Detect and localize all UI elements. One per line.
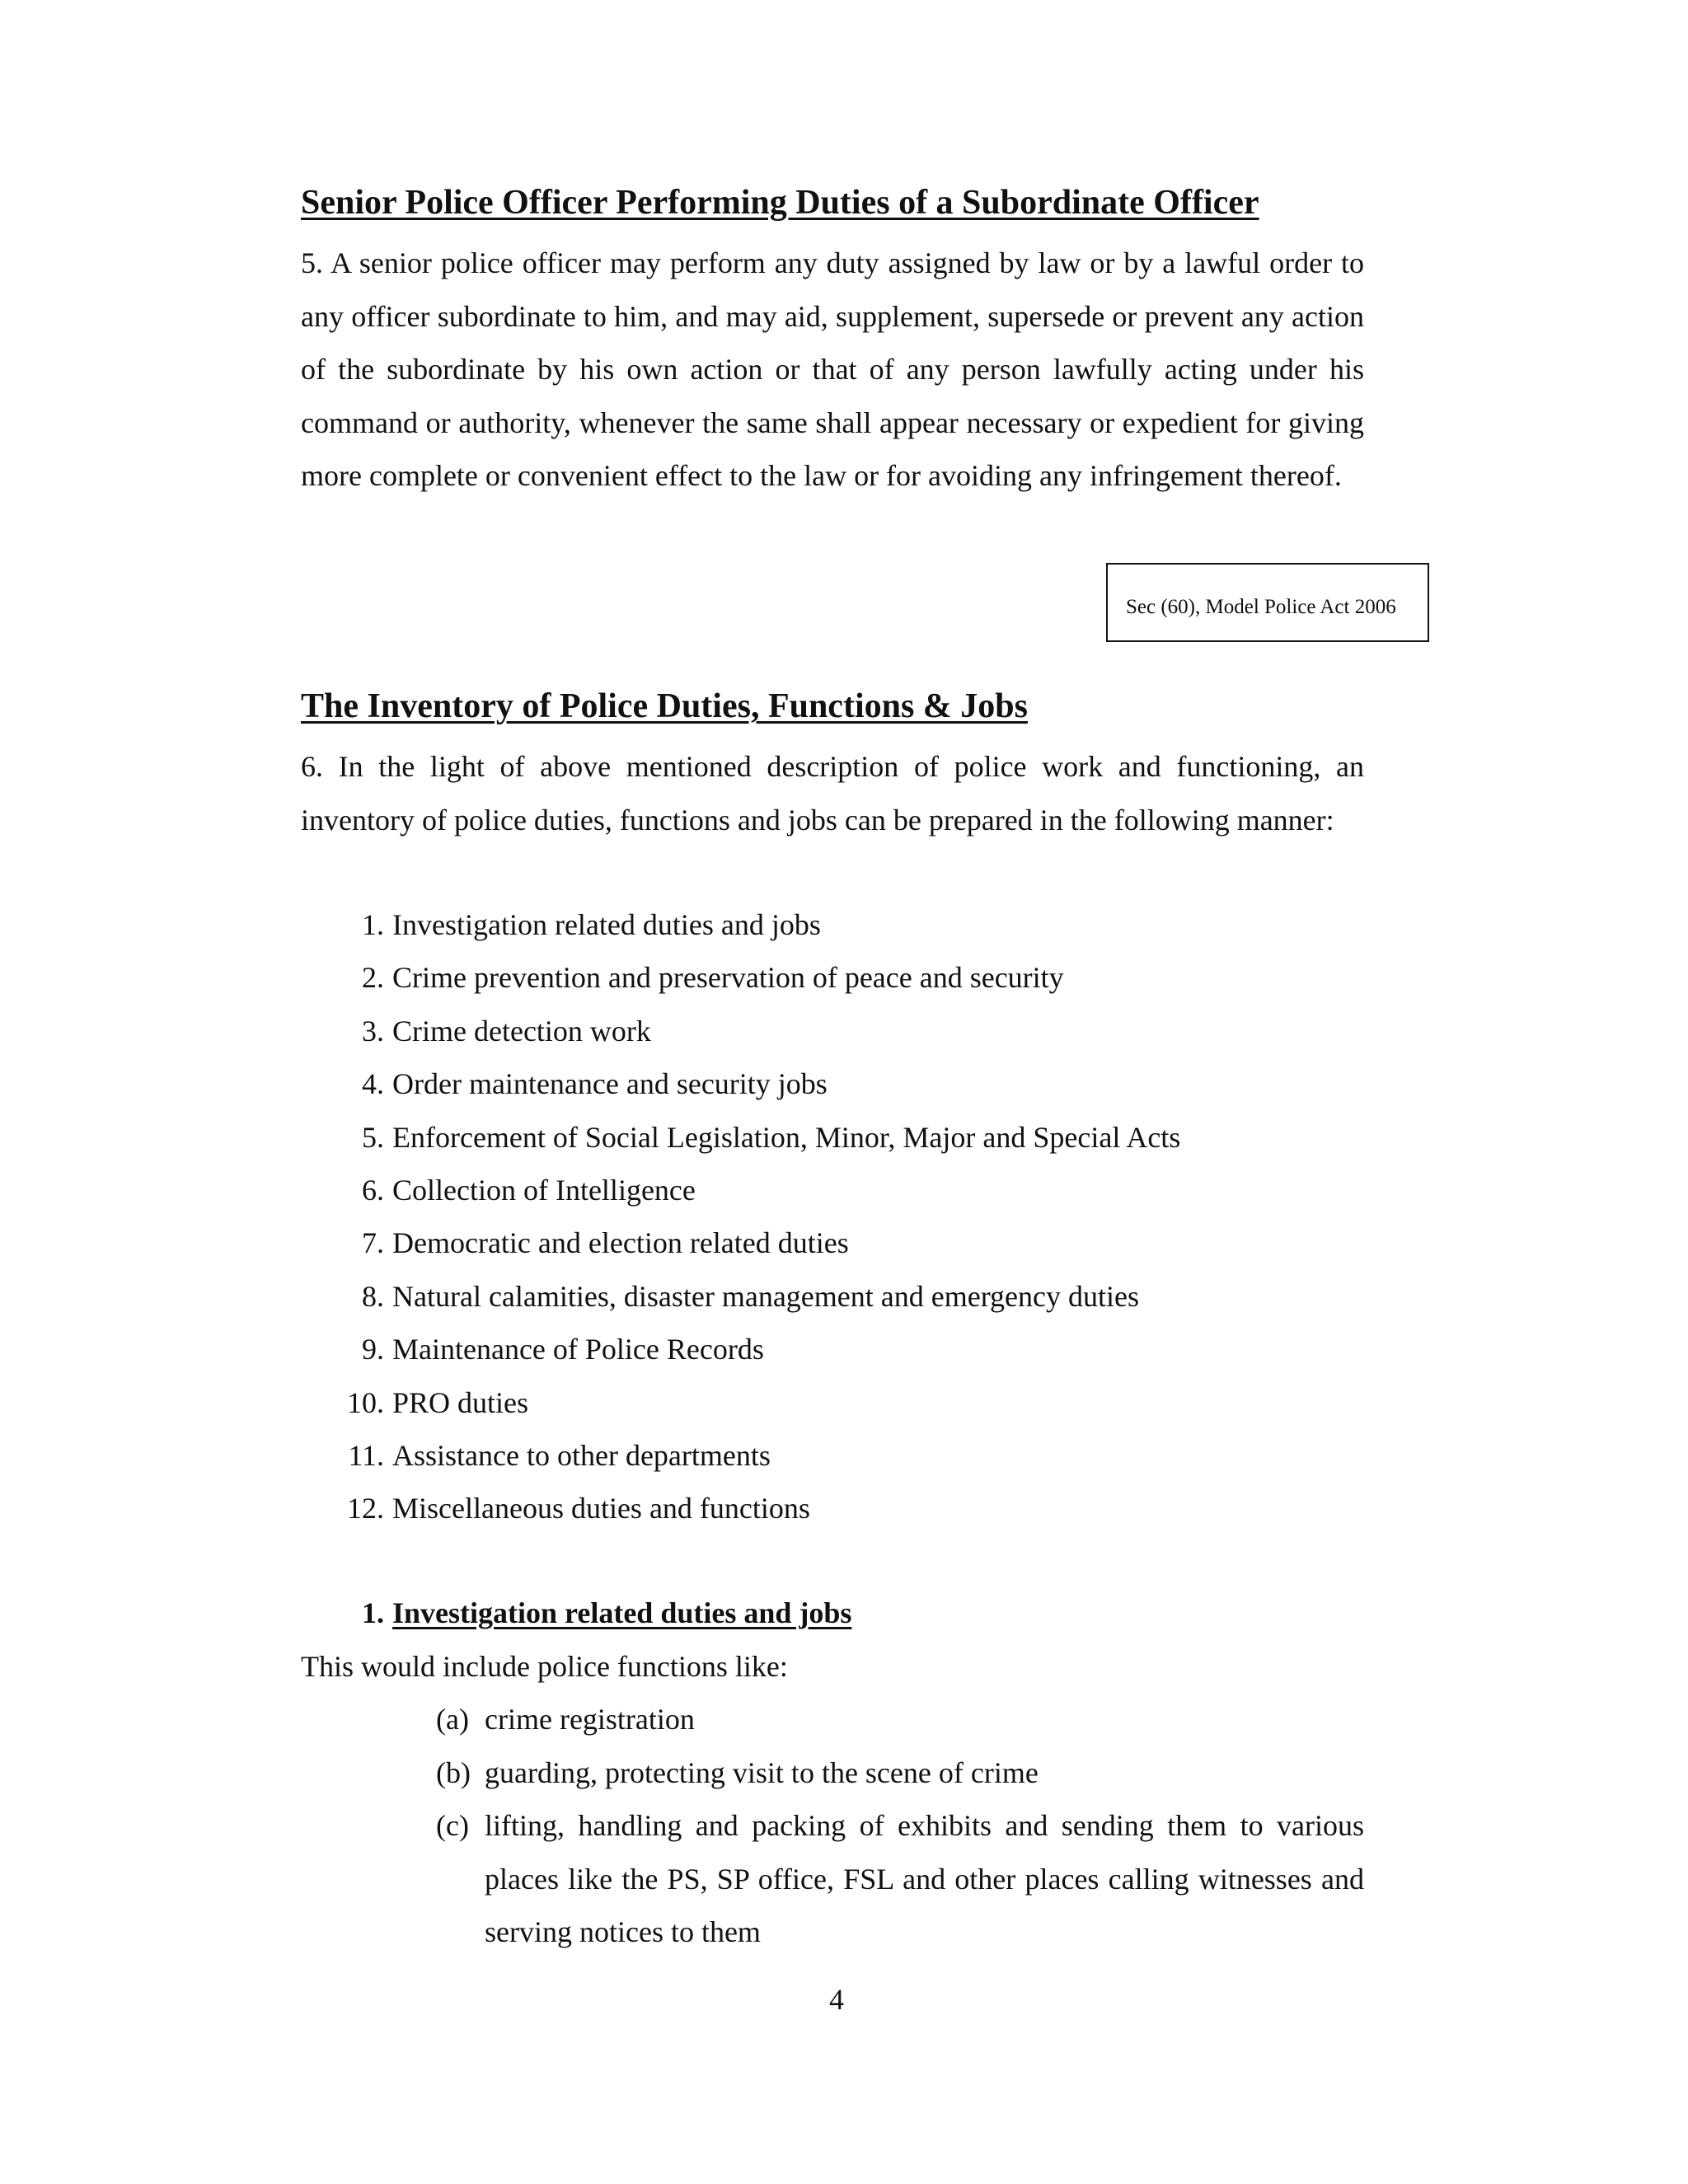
- list-item-text: crime registration: [485, 1703, 695, 1736]
- list-item: [301, 1216, 1180, 1269]
- list-item: [301, 1376, 1180, 1429]
- list-item-text: Crime detection work: [392, 1014, 651, 1047]
- paragraph-5: 5. A senior police officer may perform any duty assigned by law or by a lawful order to any officer subordinate to him, and may aid, supplement, supersede or prevent any action of the subordinate by his own action or that of any person lawfully acting under his command or authority, whenever the same shall appear necessary or expedient for giving more complete or convenient effect to the law or for avoiding any infringement thereof.: [301, 246, 1364, 492]
- list-item-text: Democratic and election related duties: [392, 1226, 849, 1260]
- section-heading-inventory: The Inventory of Police Duties, Functions & Jobs: [301, 687, 1028, 725]
- list-item-number: 8.: [362, 1279, 384, 1313]
- list-item: [301, 898, 1180, 951]
- subsection-heading-investigation: [301, 1586, 851, 1639]
- list-item: [301, 1111, 1180, 1164]
- list-item: [433, 1746, 1364, 1800]
- list-item-number: 6.: [362, 1173, 384, 1207]
- list-item-number: 9.: [362, 1333, 384, 1366]
- citation-text: Sec (60), Model Police Act 2006: [1126, 596, 1396, 618]
- list-item-number: 4.: [362, 1067, 384, 1101]
- list-item-text: Investigation related duties and jobs: [392, 908, 821, 941]
- list-item-number: 3.: [362, 1014, 384, 1047]
- page-number: 4: [829, 1983, 844, 2016]
- list-item-text: Assistance to other departments: [392, 1438, 771, 1472]
- subsection-intro: This would include police functions like:: [301, 1650, 788, 1683]
- list-item-text: Natural calamities, disaster management and emergency duties: [392, 1279, 1139, 1313]
- list-item: [301, 1164, 1180, 1216]
- list-item-label: (a): [436, 1703, 469, 1736]
- list-item-text: Enforcement of Social Legislation, Minor, Major and Special Acts: [392, 1120, 1181, 1154]
- list-item-text: Crime prevention and preservation of peace and security: [392, 961, 1064, 995]
- list-item: [301, 1057, 1180, 1110]
- list-item-number: 5.: [362, 1120, 384, 1154]
- list-item-text: Collection of Intelligence: [392, 1173, 696, 1207]
- section-heading-senior-officer: Senior Police Officer Performing Duties of a Subordinate Officer: [301, 184, 1259, 222]
- list-item: [301, 1270, 1180, 1323]
- list-item-number: 1.: [362, 908, 384, 941]
- list-item: [301, 951, 1180, 1004]
- subsection-number: 1.: [362, 1596, 384, 1629]
- list-item-text: lifting, handling and packing of exhibits and sending them to various places like the PS, SP office, FSL and other places calling witnesses and serving notices to them: [485, 1809, 1364, 1948]
- list-item: [301, 1005, 1180, 1057]
- list-item-label: (c): [436, 1809, 469, 1842]
- inventory-list: [301, 898, 1180, 1535]
- list-item-text: Maintenance of Police Records: [392, 1333, 764, 1366]
- citation-box: [1106, 563, 1429, 642]
- list-item-number: 11.: [348, 1438, 384, 1472]
- list-item-number: 10.: [347, 1385, 384, 1419]
- list-item-number: 12.: [347, 1492, 384, 1526]
- list-item: [301, 1429, 1180, 1482]
- list-item: [433, 1799, 1364, 1959]
- list-item: [301, 1482, 1180, 1535]
- list-item: [301, 1323, 1180, 1376]
- list-item-text: Miscellaneous duties and functions: [392, 1492, 810, 1526]
- list-item-text: Order maintenance and security jobs: [392, 1067, 828, 1101]
- list-item-text: guarding, protecting visit to the scene of crime: [485, 1755, 1039, 1789]
- list-item-text: PRO duties: [392, 1385, 529, 1419]
- list-item: [433, 1693, 1364, 1746]
- list-item-number: 2.: [362, 961, 384, 995]
- subsection-title: Investigation related duties and jobs: [392, 1596, 852, 1629]
- list-item-number: 7.: [362, 1226, 384, 1260]
- paragraph-6: 6. In the light of above mentioned description of police work and functioning, an inventory of police duties, functions and jobs can be prepared in the following manner:: [301, 750, 1364, 837]
- list-item-label: (b): [436, 1755, 471, 1789]
- investigation-functions-list: [433, 1693, 1364, 1959]
